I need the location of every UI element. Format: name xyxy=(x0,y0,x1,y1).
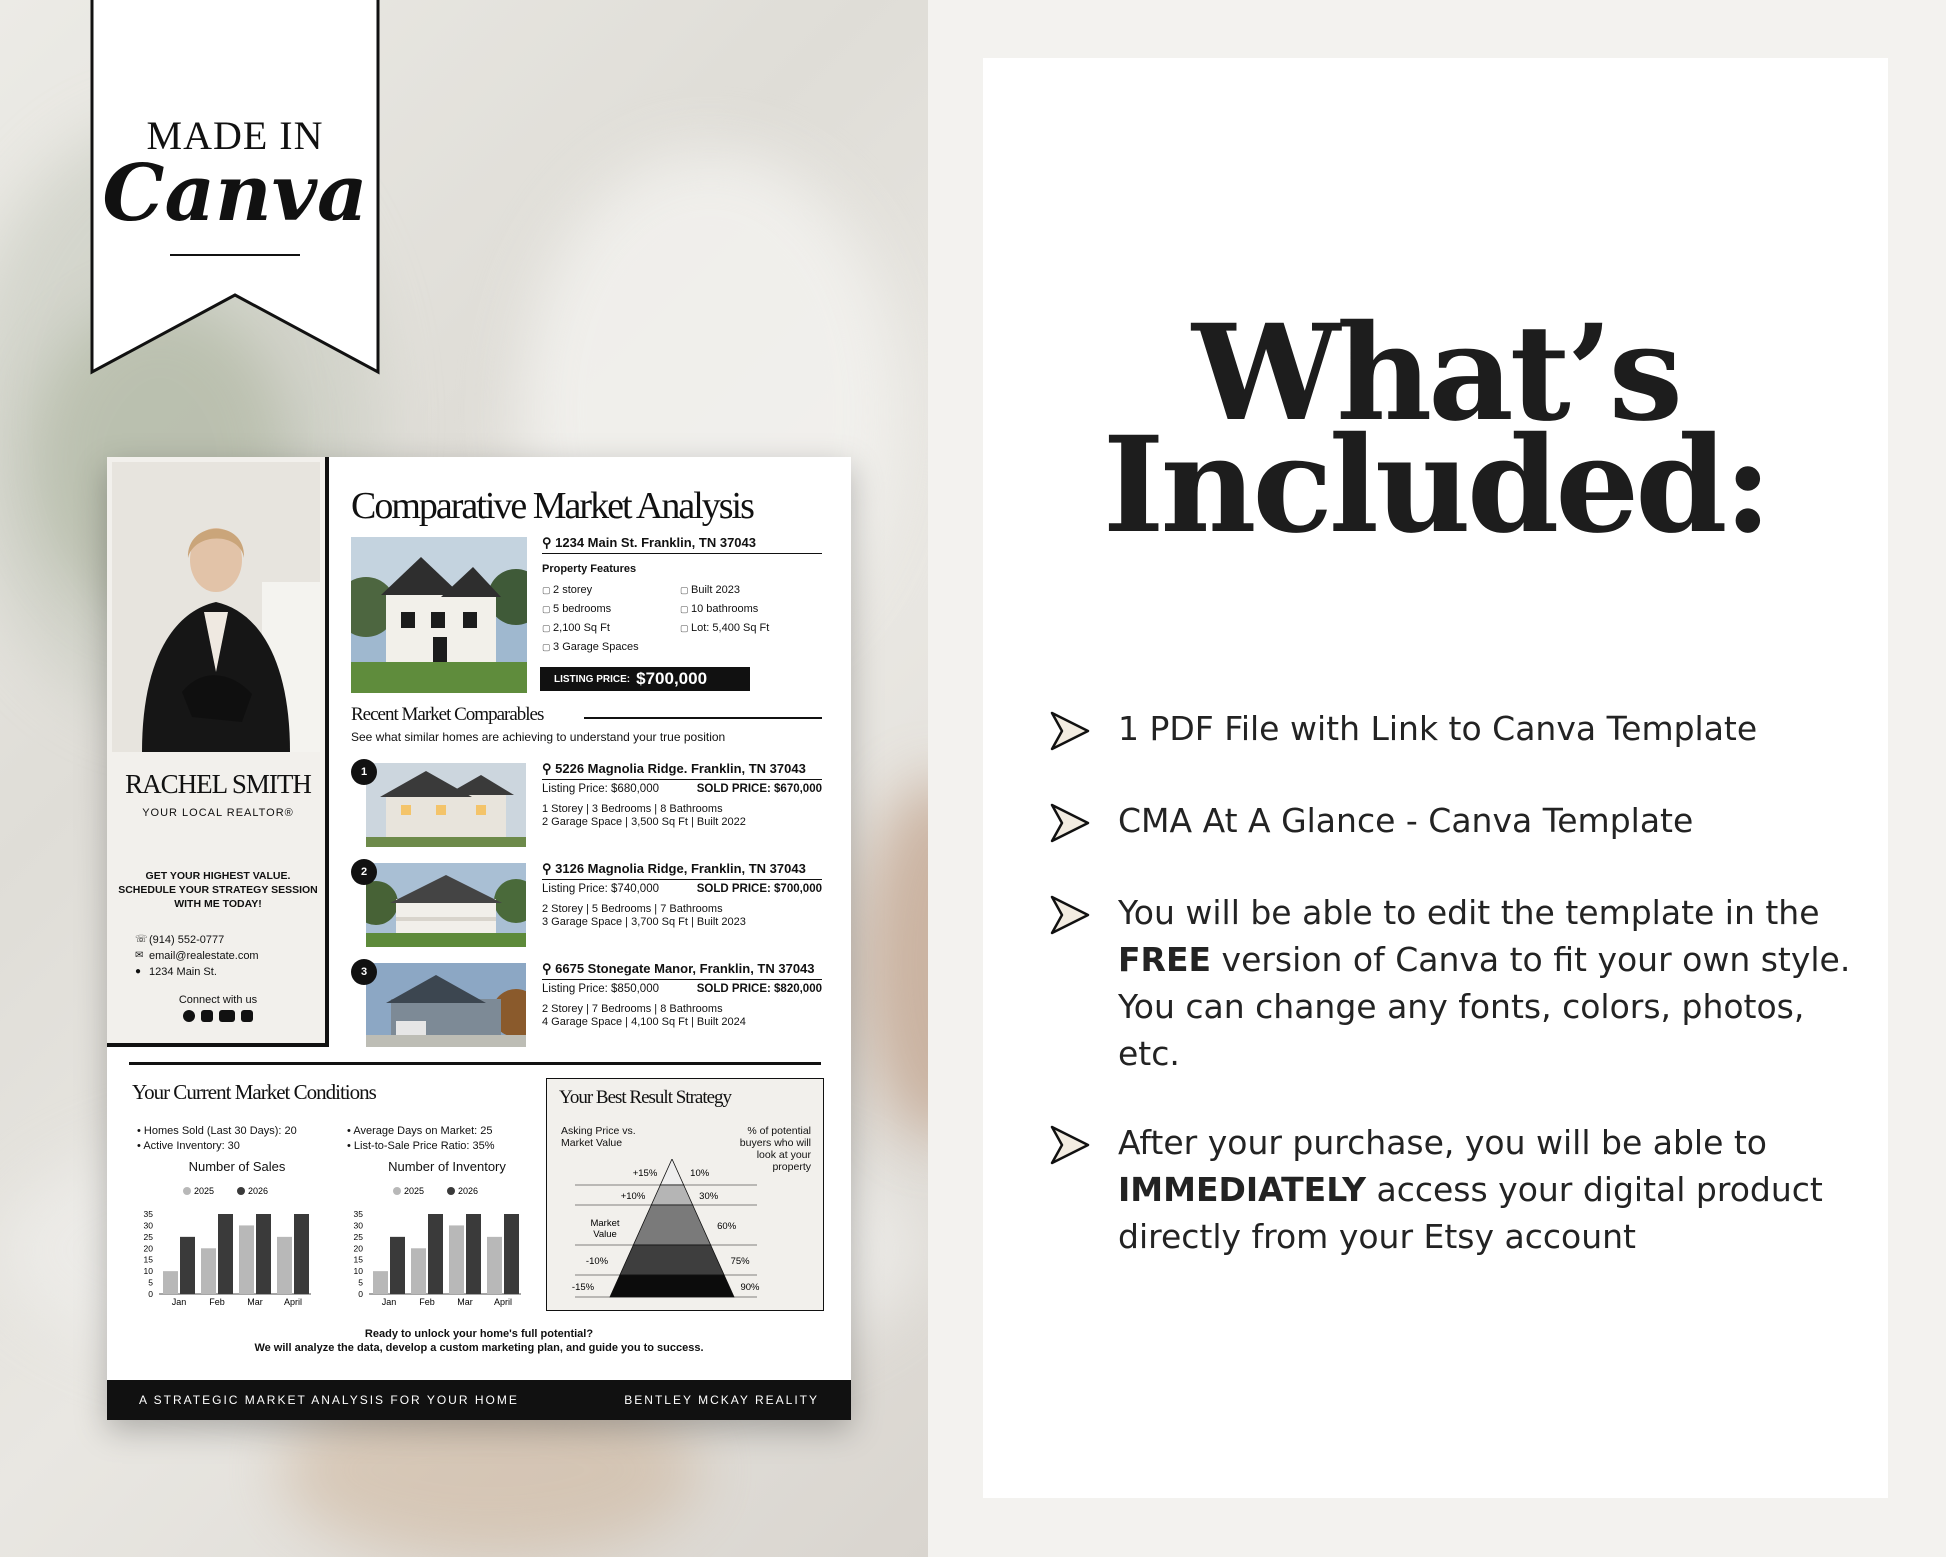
instagram-icon xyxy=(201,1010,213,1022)
pyramid-left-label: Value xyxy=(593,1229,617,1240)
mail-icon: ✉ xyxy=(135,950,144,961)
bar xyxy=(294,1214,309,1294)
features-left: ▢ 2 storey ▢ 5 bedrooms ▢ 2,100 Sq Ft ▢ 3 Garage Spaces xyxy=(542,581,639,657)
bar xyxy=(390,1237,405,1294)
y-tick-label: 5 xyxy=(148,1277,153,1288)
legend-label: 2025 xyxy=(404,1186,425,1196)
y-tick-label: 0 xyxy=(358,1289,363,1299)
x-tick-label: April xyxy=(493,1297,513,1307)
y-tick-label: 15 xyxy=(353,1254,363,1265)
made-in-canva-badge xyxy=(90,0,380,378)
facebook-icon xyxy=(183,1010,195,1022)
x-tick-label: Feb xyxy=(419,1297,435,1307)
bar xyxy=(504,1214,519,1294)
comps-title: Recent Market Comparables xyxy=(351,704,544,725)
listing-price-badge: LISTING PRICE: $700,000 xyxy=(540,667,750,691)
comp-item: 1 ⚲ 5226 Magnolia Ridge. Franklin, TN 37043 Listing Price: $680,000 SOLD PRICE: $670,000 1 Storey | 3 Bedrooms | 8 Bathrooms 2 Garage Space | 3,500 Sq Ft | Built 2022 xyxy=(351,759,831,849)
agent-title: YOUR LOCAL REALTOR® xyxy=(142,807,294,819)
social-icons xyxy=(107,1010,329,1022)
contact-phone: (914) 552-0777 xyxy=(149,934,225,946)
sales-chart xyxy=(135,1179,315,1309)
ready-text: Ready to unlock your home's full potential? We will analyze the data, develop a custom marketing plan, and guide you to success. xyxy=(254,1328,704,1354)
pyramid-tier xyxy=(660,1159,683,1185)
pyramid-tier xyxy=(610,1275,734,1297)
legend-label: 2026 xyxy=(458,1186,479,1196)
bar xyxy=(218,1214,233,1294)
agent-name: RACHEL SMITH xyxy=(125,769,311,799)
pricing-pyramid xyxy=(567,1159,817,1307)
pyramid-tier xyxy=(620,1245,724,1275)
y-tick-label: 25 xyxy=(353,1231,363,1242)
pyramid-right-label: 10% xyxy=(690,1168,710,1179)
legend-marker xyxy=(237,1187,245,1195)
legend-label: 2025 xyxy=(194,1186,215,1196)
x-tick-label: Jan xyxy=(381,1297,397,1307)
bar xyxy=(373,1271,388,1294)
market-title: Your Current Market Conditions xyxy=(132,1080,376,1104)
badge-made-in: MADE IN xyxy=(146,113,324,158)
badge-canva: Canva xyxy=(102,148,368,239)
pyramid-right-label: 75% xyxy=(730,1256,750,1267)
contact-address: 1234 Main St. xyxy=(149,966,217,978)
y-tick-label: 0 xyxy=(148,1289,153,1299)
strategy-title: Your Best Result Strategy xyxy=(559,1087,732,1108)
features-label: Property Features xyxy=(542,563,637,575)
y-tick-label: 20 xyxy=(143,1243,153,1254)
stats-left: • Homes Sold (Last 30 Days): 20 • Active Inventory: 30 xyxy=(137,1124,297,1154)
bar xyxy=(487,1237,502,1294)
agent-photo xyxy=(112,462,320,752)
x-tick-label: Feb xyxy=(209,1297,225,1307)
included-list xyxy=(1046,705,1866,1302)
pyramid-right-label: 60% xyxy=(717,1221,737,1232)
y-tick-label: 15 xyxy=(143,1254,153,1265)
y-tick-label: 25 xyxy=(143,1231,153,1242)
stats-right: • Average Days on Market: 25 • List-to-Sale Price Ratio: 35% xyxy=(347,1124,495,1154)
pyramid-tier xyxy=(633,1205,710,1245)
contact-email: email@realestate.com xyxy=(149,950,259,962)
doc-footer: A STRATEGIC MARKET ANALYSIS FOR YOUR HOME BENTLEY MCKAY REALITY xyxy=(107,1380,851,1420)
bar xyxy=(411,1248,426,1294)
pyramid-left-label: -10% xyxy=(585,1256,609,1267)
list-item: You will be able to edit the template in the FREE version of Canva to fit your own style. You can change any fonts, colors, photos, etc. xyxy=(1046,889,1866,1077)
legend-label: 2026 xyxy=(248,1186,269,1196)
chart-title-sales: Number of Sales xyxy=(188,1159,286,1174)
bar xyxy=(449,1225,464,1294)
pyramid-right-label: 90% xyxy=(740,1282,760,1293)
y-tick-label: 35 xyxy=(353,1209,363,1219)
x-tick-label: Mar xyxy=(247,1297,263,1307)
pyramid-left-label: +10% xyxy=(620,1191,646,1202)
y-tick-label: 20 xyxy=(353,1243,363,1254)
phone-icon: ☏ xyxy=(135,934,148,945)
linkedin-icon xyxy=(241,1010,253,1022)
y-tick-label: 30 xyxy=(353,1220,363,1231)
location-icon: ● xyxy=(135,966,142,977)
strategy-left-label: Asking Price vs. Market Value xyxy=(561,1125,636,1149)
bar xyxy=(201,1248,216,1294)
bar xyxy=(428,1214,443,1294)
arrow-icon xyxy=(1046,707,1094,755)
bar xyxy=(163,1271,178,1294)
main-house-photo xyxy=(351,537,527,693)
features-right: ▢ Built 2023 ▢ 10 bathrooms ▢ Lot: 5,400 Sq Ft xyxy=(680,581,769,638)
comp-photo xyxy=(366,963,526,1047)
agent-cta: GET YOUR HIGHEST VALUE. SCHEDULE YOUR STRATEGY SESSION WITH ME TODAY! xyxy=(118,870,318,910)
y-tick-label: 10 xyxy=(353,1266,363,1277)
comp-item: 2 ⚲ 3126 Magnolia Ridge, Franklin, TN 37043 Listing Price: $740,000 SOLD PRICE: $700,000 2 Storey | 5 Bedrooms | 7 Bathrooms 3 Garage Space | 3,700 Sq Ft | Built 2023 xyxy=(351,859,831,949)
arrow-icon xyxy=(1046,1121,1094,1169)
comp-item: 3 ⚲ 6675 Stonegate Manor, Franklin, TN 37043 Listing Price: $850,000 SOLD PRICE: $820,000 2 Storey | 7 Bedrooms | 8 Bathrooms 4 Garage Space | 4,100 Sq Ft | Built 2024 xyxy=(351,959,831,1049)
x-tick-label: Jan xyxy=(171,1297,187,1307)
contact-info xyxy=(135,932,259,980)
pyramid-tier xyxy=(651,1185,692,1205)
legend-marker xyxy=(447,1187,455,1195)
bar xyxy=(277,1237,292,1294)
arrow-icon xyxy=(1046,799,1094,847)
x-tick-label: April xyxy=(283,1297,303,1307)
comps-subtitle: See what similar homes are achieving to understand your true position xyxy=(351,730,726,744)
comp-photo xyxy=(366,863,526,947)
list-item: 1 PDF File with Link to Canva Template xyxy=(1046,705,1866,755)
y-tick-label: 35 xyxy=(143,1209,153,1219)
pyramid-right-label: 30% xyxy=(699,1191,719,1202)
pyramid-left-label: +15% xyxy=(632,1168,658,1179)
pyramid-left-label: -15% xyxy=(571,1282,595,1293)
y-tick-label: 5 xyxy=(358,1277,363,1288)
arrow-icon xyxy=(1046,891,1094,939)
bar xyxy=(180,1237,195,1294)
page-title: What’s Included: xyxy=(1102,296,1769,563)
x-tick-label: Mar xyxy=(457,1297,473,1307)
bar xyxy=(256,1214,271,1294)
bar xyxy=(466,1214,481,1294)
y-tick-label: 10 xyxy=(143,1266,153,1277)
legend-marker xyxy=(393,1187,401,1195)
pyramid-left-label: Market xyxy=(590,1218,620,1229)
y-tick-label: 30 xyxy=(143,1220,153,1231)
cma-title: Comparative Market Analysis xyxy=(351,485,753,527)
inventory-chart xyxy=(345,1179,525,1309)
cma-document xyxy=(107,457,851,1420)
comp-photo xyxy=(366,763,526,847)
strategy-right-label: % of potential buyers who will look at your property xyxy=(739,1125,811,1173)
bar xyxy=(239,1225,254,1294)
main-address: ⚲ 1234 Main St. Franklin, TN 37043 xyxy=(542,535,822,554)
connect-label: Connect with us xyxy=(178,994,258,1006)
agent-sidebar xyxy=(107,457,329,1047)
list-item: After your purchase, you will be able to IMMEDIATELY access your digital product directly from your Etsy account xyxy=(1046,1119,1866,1260)
legend-marker xyxy=(183,1187,191,1195)
youtube-icon xyxy=(219,1010,235,1022)
list-item: CMA At A Glance - Canva Template xyxy=(1046,797,1866,847)
strategy-box xyxy=(546,1078,824,1311)
chart-title-inventory: Number of Inventory xyxy=(388,1159,506,1174)
